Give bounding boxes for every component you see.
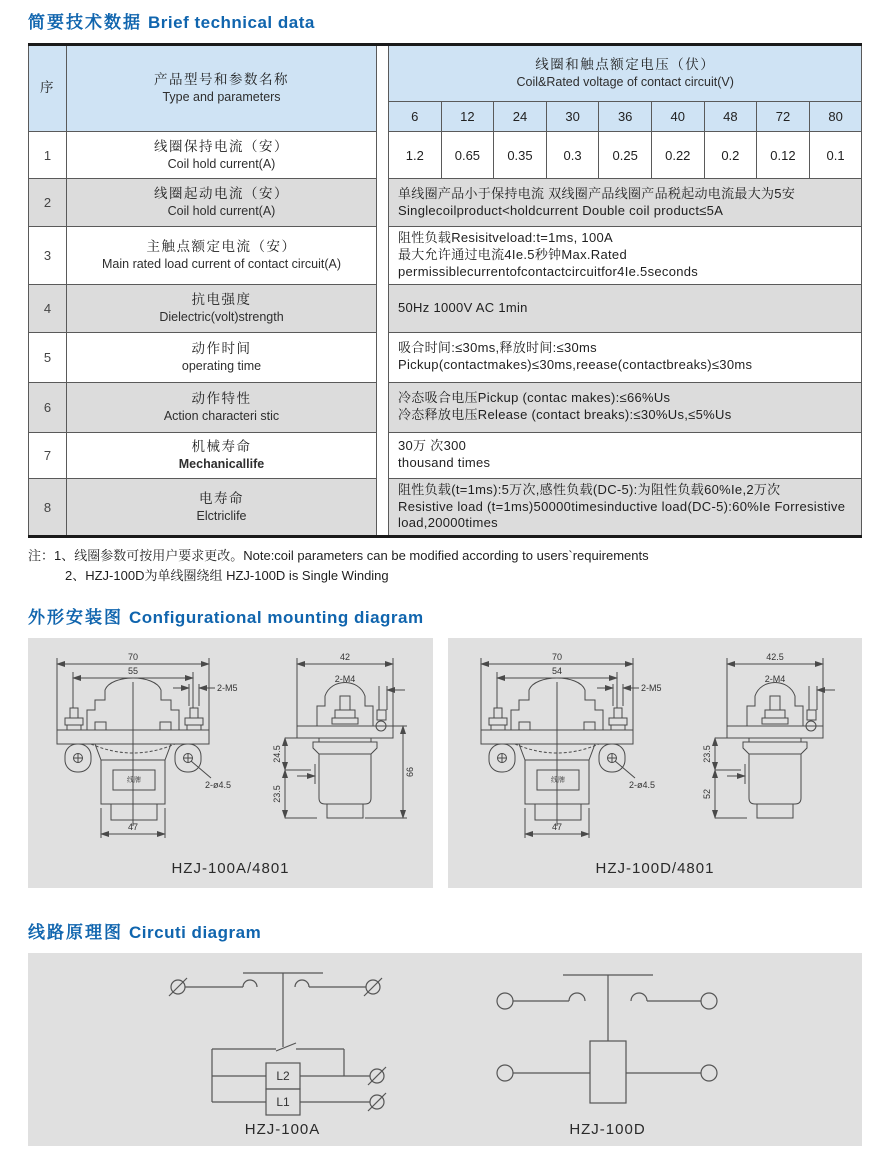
mounting-panel-hzj-100a xyxy=(28,638,433,888)
circuit-diagram-hzj-100a xyxy=(148,961,418,1121)
front-view xyxy=(57,652,238,838)
parameter-name-en: Action characteri stic xyxy=(163,409,280,424)
dim-side-lower: 23.5 xyxy=(272,784,282,803)
label-plate-text: 线牌 xyxy=(551,776,565,784)
hole-callout: 2-ø4.5 xyxy=(629,779,656,790)
parameter-name-cell xyxy=(67,332,377,382)
label-plate-text: 线牌 xyxy=(127,776,141,784)
value-line: 50Hz 1000V AC 1min xyxy=(398,299,528,315)
section-title-circuit-zh: 线路原理图 xyxy=(28,922,123,942)
row-number-cell: 8 xyxy=(29,478,67,537)
dim-side-upper: 23.5 xyxy=(702,744,712,763)
coil-label-l1: L1 xyxy=(275,1094,290,1109)
value-line: 最大允许通过电流4Ie.5秒钟Max.Rated xyxy=(398,246,627,262)
terminal-icon xyxy=(701,1065,717,1081)
circuit-caption-hzj-100d: HZJ-100D xyxy=(569,1120,646,1138)
value-cell xyxy=(389,478,862,537)
terminal-icon xyxy=(497,1065,513,1081)
dim-bottom-width: 47 xyxy=(127,821,139,832)
value-cell xyxy=(389,432,862,478)
parameter-name-zh: 抗电强度 xyxy=(191,291,252,307)
value-line: Resistive load (t=1ms)50000timesinductive load(DC-5):60%Ie Forresistive xyxy=(398,498,846,514)
parameter-name-en: operating time xyxy=(181,359,262,374)
technical-data-table xyxy=(28,43,862,538)
parameter-name-zh: 动作特性 xyxy=(191,390,252,406)
voltage-header-cell: 80 xyxy=(809,102,862,132)
parameter-name-cell xyxy=(67,478,377,537)
col-header-type xyxy=(67,45,377,132)
row-number-cell: 5 xyxy=(29,332,67,382)
contact-icon xyxy=(631,993,647,1001)
circuit-diagrams-panel xyxy=(28,953,862,1146)
value-cell: 0.35 xyxy=(494,132,547,179)
table-body xyxy=(29,132,862,537)
dim-side-lower: 52 xyxy=(702,788,712,799)
value-cell: 1.2 xyxy=(389,132,442,179)
contact-icon xyxy=(243,980,257,987)
thread-callout: 2-M5 xyxy=(217,682,238,693)
table-gap-column xyxy=(377,45,389,132)
value-line: 冷态释放电压Release (contact breaks):≤30%Us,≤5%Us xyxy=(398,407,732,423)
col-header-seq: 序 xyxy=(29,45,67,132)
voltage-header-cell: 12 xyxy=(441,102,494,132)
table-row xyxy=(29,284,862,332)
row-number-cell: 6 xyxy=(29,382,67,432)
col-header-type-zh: 产品型号和参数名称 xyxy=(154,72,289,88)
mounting-caption-hzj-100a: HZJ-100A/4801 xyxy=(171,859,290,877)
dim-overall-width: 70 xyxy=(127,651,139,662)
value-cell: 0.2 xyxy=(704,132,757,179)
value-cell xyxy=(389,227,862,285)
value-cell xyxy=(389,332,862,382)
voltage-header-cell: 36 xyxy=(599,102,652,132)
table-row xyxy=(29,179,862,227)
table-row xyxy=(29,432,862,478)
circuit-caption-hzj-100a: HZJ-100A xyxy=(244,1120,321,1138)
value-cell xyxy=(389,179,862,227)
value-cell: 0.22 xyxy=(651,132,704,179)
col-header-voltage-en: Coil&Rated voltage of contact circuit(V) xyxy=(516,75,734,90)
value-line: thousand times xyxy=(398,455,491,471)
contact-icon xyxy=(569,993,585,1001)
section-title-mounting-en: Configurational mounting diagram xyxy=(129,607,424,627)
note-line-1: 注：1、线圈参数可按用户要求更改。Note:coil parameters can be modified according to users`requirements xyxy=(28,548,649,564)
voltage-header-cell: 30 xyxy=(546,102,599,132)
voltage-header-cell: 48 xyxy=(704,102,757,132)
table-gap-column xyxy=(377,332,389,382)
coil-box xyxy=(590,1041,626,1103)
section-title-mounting-zh: 外形安装图 xyxy=(28,607,123,627)
dim-inner-width: 54 xyxy=(551,665,563,676)
parameter-name-en: Coil hold current(A) xyxy=(167,156,276,171)
value-line: 冷态吸合电压Pickup (contac makes):≤66%Us xyxy=(398,390,671,406)
circuit-block-hzj-100a xyxy=(148,961,418,1146)
table-notes xyxy=(28,546,862,586)
mounting-panel-hzj-100d xyxy=(448,638,862,888)
value-cell: 0.12 xyxy=(757,132,810,179)
value-cell: 0.65 xyxy=(441,132,494,179)
side-view xyxy=(272,652,415,818)
table-gap-column xyxy=(377,478,389,537)
value-line: 30万 次300 xyxy=(398,438,467,454)
side-thread-callout: 2-M4 xyxy=(764,673,786,684)
col-header-type-en: Type and parameters xyxy=(162,90,281,105)
table-row xyxy=(29,332,862,382)
terminal-icon xyxy=(701,993,717,1009)
row-number-cell: 1 xyxy=(29,132,67,179)
hole-callout: 2-ø4.5 xyxy=(205,779,232,790)
parameter-name-cell xyxy=(67,432,377,478)
parameter-name-cell xyxy=(67,227,377,285)
table-row xyxy=(29,227,862,285)
parameter-name-cell xyxy=(67,284,377,332)
dim-overall-width: 70 xyxy=(551,651,563,662)
table-gap-column xyxy=(377,284,389,332)
value-cell: 0.3 xyxy=(546,132,599,179)
parameter-name-cell xyxy=(67,382,377,432)
thread-callout: 2-M5 xyxy=(641,682,662,693)
table-gap-column xyxy=(377,382,389,432)
mounting-diagrams-row xyxy=(28,638,862,888)
table-row xyxy=(29,478,862,537)
value-cell: 0.1 xyxy=(809,132,862,179)
value-line: 吸合时间:≤30ms,释放时间:≤30ms xyxy=(398,340,597,356)
parameter-name-en: Main rated load current of contact circuit(A) xyxy=(102,257,341,272)
dim-side-upper: 24.5 xyxy=(272,744,282,763)
note-line-2: 2、HZJ-100D为单线圈绕组 HZJ-100D is Single Winding xyxy=(65,568,389,584)
mounting-drawing-hzj-100a xyxy=(33,642,428,858)
value-cell: 0.25 xyxy=(599,132,652,179)
terminal-icon xyxy=(497,993,513,1009)
table-gap-column xyxy=(377,227,389,285)
parameter-name-en: Dielectric(volt)strength xyxy=(159,310,284,325)
row-number-cell: 2 xyxy=(29,179,67,227)
side-thread-callout: 2-M4 xyxy=(334,673,356,684)
section-title-technical-zh: 简要技术数据 xyxy=(28,13,142,32)
section-title-technical-en: Brief technical data xyxy=(148,13,315,32)
parameter-name-cell xyxy=(67,132,377,179)
voltage-header-cell: 72 xyxy=(757,102,810,132)
parameter-name-zh: 线圈保持电流（安） xyxy=(154,138,289,154)
voltage-header-cell: 40 xyxy=(651,102,704,132)
table-gap-column xyxy=(377,179,389,227)
parameter-name-en: Coil hold current(A) xyxy=(167,204,276,219)
dim-side-height: 66 xyxy=(405,766,415,777)
dim-bottom-width: 47 xyxy=(551,821,563,832)
table-gap-column xyxy=(377,132,389,179)
coil-label-l2: L2 xyxy=(275,1068,290,1083)
table-gap-column xyxy=(377,432,389,478)
voltage-header-cell: 6 xyxy=(389,102,442,132)
front-view xyxy=(481,652,662,838)
section-title-technical xyxy=(28,8,862,33)
voltage-header-cell: 24 xyxy=(494,102,547,132)
value-line: 阻性负载(t=1ms):5万次,感性负载(DC-5):为阻性负载60%Ie,2万次 xyxy=(398,481,781,497)
parameter-name-en: Elctriclife xyxy=(196,508,247,523)
section-title-mounting xyxy=(28,603,862,628)
parameter-name-zh: 动作时间 xyxy=(191,340,252,356)
table-row xyxy=(29,132,862,179)
parameter-name-zh: 线圈起动电流（安） xyxy=(154,186,289,202)
mounting-drawing-hzj-100d xyxy=(453,642,857,858)
col-header-voltage xyxy=(389,45,862,102)
parameter-name-zh: 机械寿命 xyxy=(191,438,252,454)
dim-side-top: 42.5 xyxy=(766,651,784,662)
parameter-name-cell xyxy=(67,179,377,227)
dim-side-top: 42 xyxy=(339,651,351,662)
mounting-caption-hzj-100d: HZJ-100D/4801 xyxy=(595,859,715,877)
table-row xyxy=(29,382,862,432)
dim-inner-width: 55 xyxy=(127,665,139,676)
side-view xyxy=(702,652,835,818)
value-line: 单线圈产品小于保持电流 双线圈产品线圈产品税起动电流最大为5安 xyxy=(398,185,796,201)
value-line: load,20000times xyxy=(398,515,498,531)
row-number-cell: 3 xyxy=(29,227,67,285)
parameter-name-zh: 电寿命 xyxy=(199,490,244,506)
value-line: 阻性负载Resisitveload:t=1ms, 100A xyxy=(398,230,613,245)
section-title-circuit xyxy=(28,918,862,943)
value-cell xyxy=(389,382,862,432)
circuit-diagram-hzj-100d xyxy=(473,961,743,1121)
value-line: Singlecoilproduct<holdcurrent Double coil product≤5A xyxy=(398,202,724,218)
parameter-name-zh: 主触点额定电流（安） xyxy=(146,239,297,255)
section-title-circuit-en: Circuti diagram xyxy=(129,922,262,942)
value-line: permissiblecurrentofcontactcircuitfor4Ie.5seconds xyxy=(398,263,699,279)
contact-icon xyxy=(295,980,309,987)
value-cell xyxy=(389,284,862,332)
circuit-block-hzj-100d xyxy=(473,961,743,1146)
value-line: Pickup(contactmakes)≤30ms,reease(contactbreaks)≤30ms xyxy=(398,357,753,373)
parameter-name-en: Mechanicallife xyxy=(178,457,265,472)
col-header-voltage-zh: 线圈和触点额定电压（伏） xyxy=(535,57,716,73)
row-number-cell: 7 xyxy=(29,432,67,478)
row-number-cell: 4 xyxy=(29,284,67,332)
